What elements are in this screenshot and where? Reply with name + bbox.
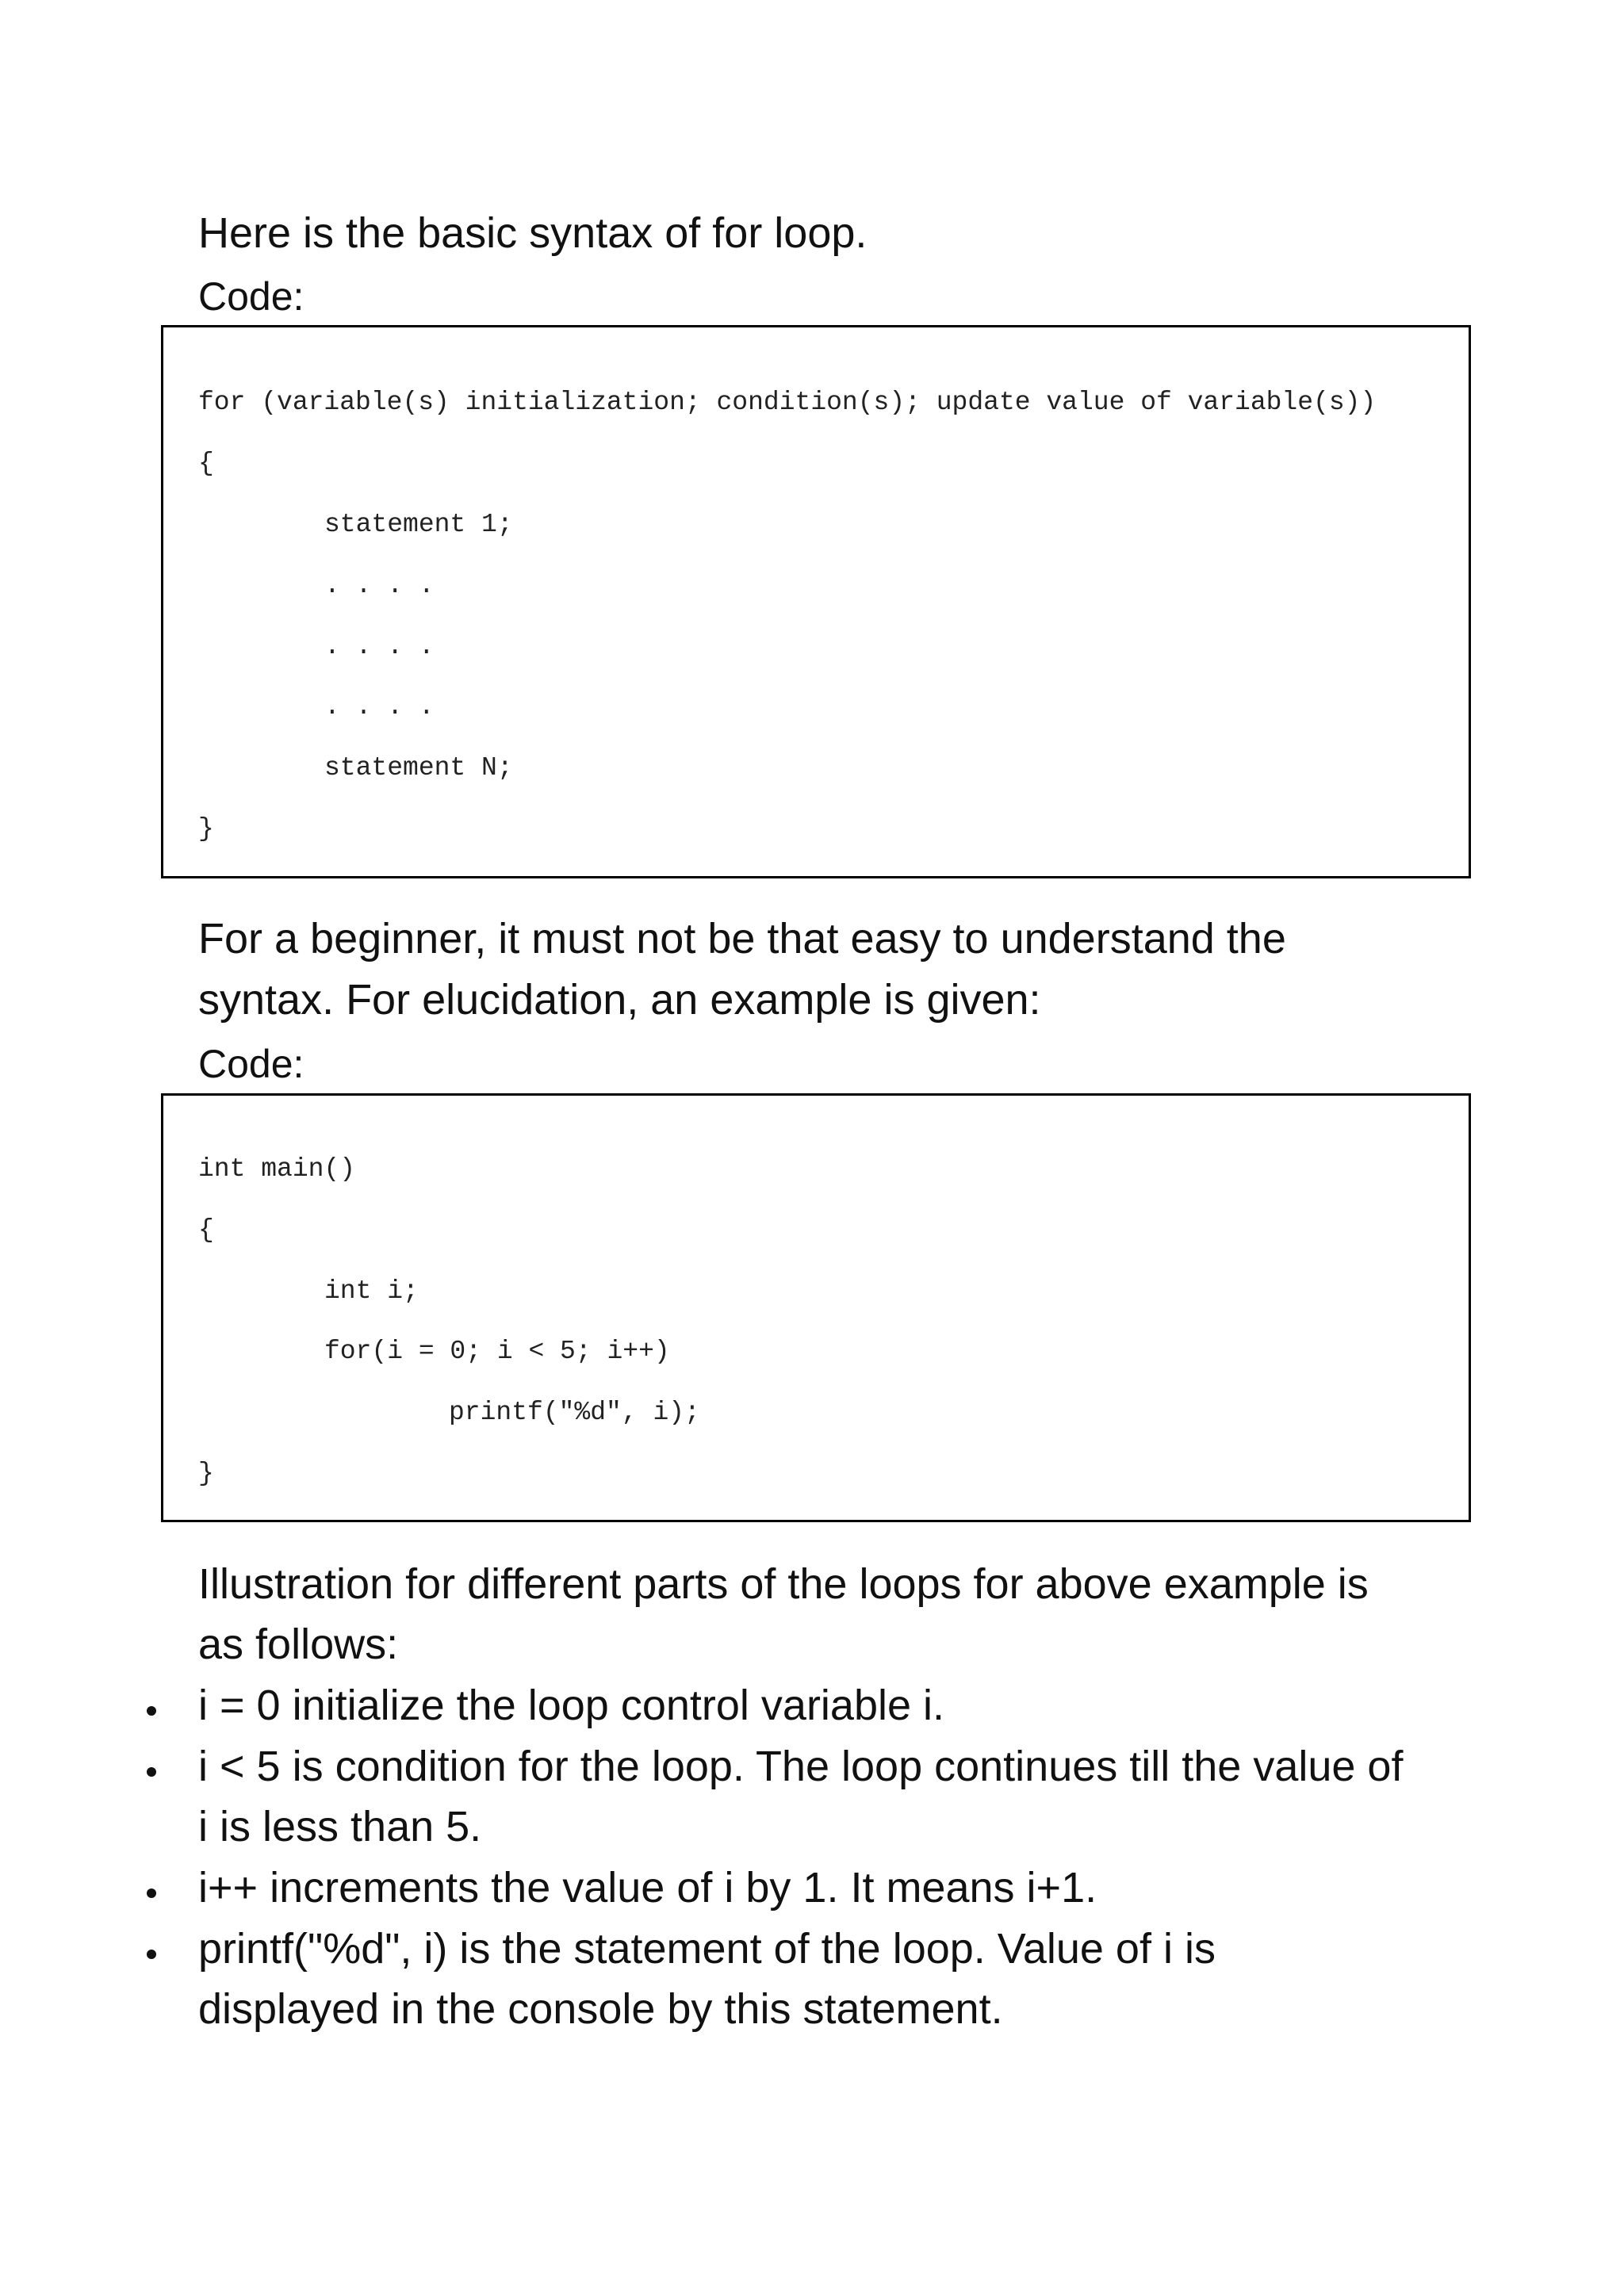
bullet-marker <box>147 1767 156 1777</box>
intro-text: Here is the basic syntax of for loop. <box>198 209 868 257</box>
code-line: . . . . <box>324 692 435 721</box>
code-line: . . . . <box>324 632 435 661</box>
bullet-marker <box>147 1950 156 1959</box>
code-line: statement N; <box>324 753 513 783</box>
bullet-item-text: printf("%d", i) is the statement of the loop. Value of i is <box>198 1925 1216 1973</box>
bullet-item-text: i = 0 initialize the loop control variable i. <box>198 1682 945 1729</box>
code-block-example <box>161 1093 1471 1522</box>
code-line: int i; <box>324 1276 419 1306</box>
code-line: { <box>198 1215 214 1245</box>
paragraph-illustration-line1: Illustration for different parts of the loops for above example is <box>198 1560 1369 1608</box>
code-line: . . . . <box>324 571 435 600</box>
bullet-item-text: i < 5 is condition for the loop. The loop continues till the value of <box>198 1743 1404 1790</box>
code-label-2: Code: <box>198 1042 304 1086</box>
paragraph-beginner-line1: For a beginner, it must not be that easy to understand the <box>198 915 1286 962</box>
bullet-marker <box>147 1888 156 1898</box>
code-line: for(i = 0; i < 5; i++) <box>324 1337 670 1366</box>
bullet-item-text: i is less than 5. <box>198 1803 482 1850</box>
paragraph-beginner-line2: syntax. For elucidation, an example is given: <box>198 976 1041 1024</box>
code-line: { <box>198 449 214 478</box>
bullet-marker <box>147 1706 156 1716</box>
code-line: int main() <box>198 1154 356 1184</box>
bullet-item-text: i++ increments the value of i by 1. It means i+1. <box>198 1864 1097 1911</box>
code-line: statement 1; <box>324 510 513 539</box>
bullet-item-text: displayed in the console by this statement. <box>198 1985 1003 2033</box>
code-line: printf("%d", i); <box>449 1398 700 1427</box>
code-label-1: Code: <box>198 274 304 319</box>
code-line: } <box>198 814 214 844</box>
paragraph-illustration-line2: as follows: <box>198 1621 399 1668</box>
code-line: for (variable(s) initialization; condition(s); update value of variable(s)) <box>198 388 1377 417</box>
code-line: } <box>198 1459 214 1488</box>
